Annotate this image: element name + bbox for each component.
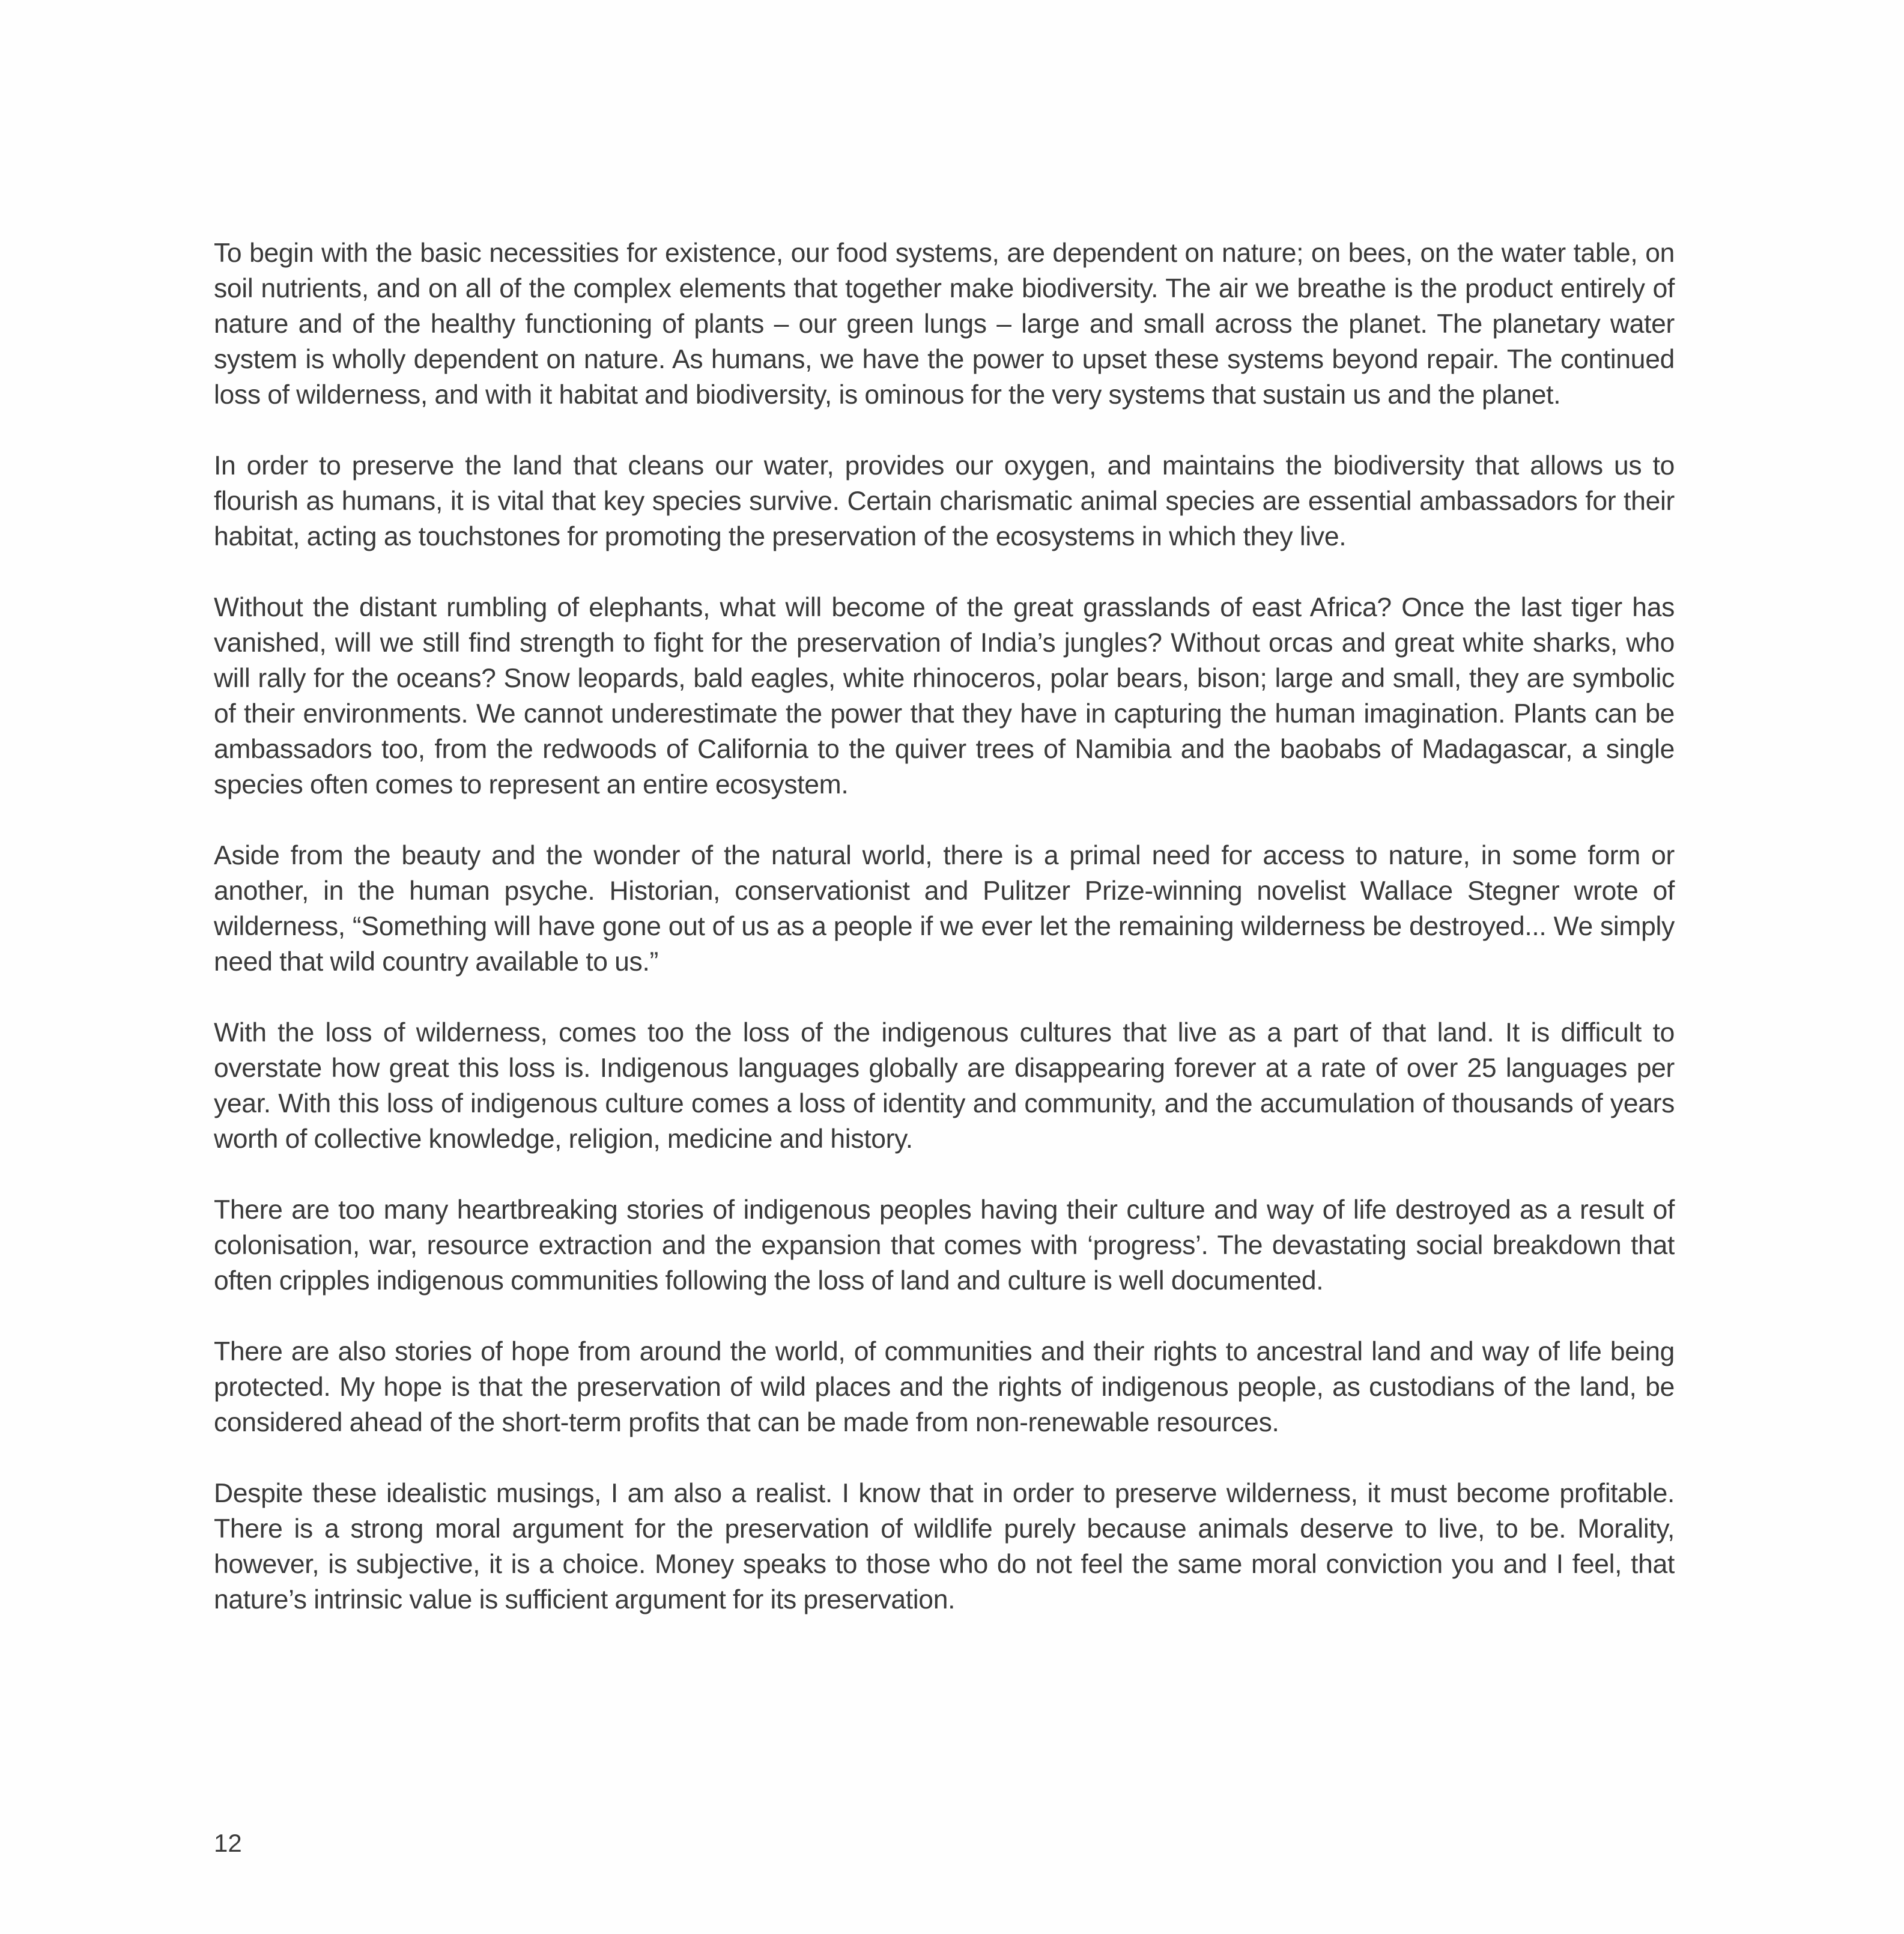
paragraph-indigenous-cultures: With the loss of wilderness, comes too the loss of the indigenous cultures that live as a part of that land. It is difficult to overstate how great this loss is. Indigenous languages globally are disappearing forever at a rate of over 25 languages per year. With this loss of indigenous culture comes a loss of identity and community, and the accumulation of thousands of years worth of collective knowledge, religion, medicine and history.: [214, 1018, 1675, 1154]
paragraph-primal-need: Aside from the beauty and the wonder of the natural world, there is a primal need for access to nature, in some form or another, in the human psyche. Historian, conservationist and Pulitzer Prize-winning novelist Wallace Stegner wrote of wilderness, “Something will have gone out of us as a people if we ever let the remaining wilderness be destroyed... We simply need that wild country available to us.”: [214, 841, 1675, 977]
paragraph-heartbreaking-stories: There are too many heartbreaking stories of indigenous peoples having their culture and way of life destroyed as a result of colonisation, war, resource extraction and the expansion that comes with ‘progress’. The devastating social breakdown that often cripples indigenous communities following the loss of land and culture is well documented.: [214, 1195, 1675, 1296]
page-number: 12: [214, 1829, 242, 1857]
paragraph-stories-of-hope: There are also stories of hope from around the world, of communities and their rights to ancestral land and way of life being protected. My hope is that the preservation of wild places and the rights of indigenous people, as custodians of the land, be considered ahead of the short-term profits that can be made from non-renewable resources.: [214, 1337, 1675, 1437]
paragraph-key-species: In order to preserve the land that cleans our water, provides our oxygen, and maintains the biodiversity that allows us to flourish as humans, it is vital that key species survive. Certain charismatic animal species are essential ambassadors for their habitat, acting as touchstones for promoting the preservation of the ecosystems in which they live.: [214, 451, 1675, 551]
paragraph-ambassador-species: Without the distant rumbling of elephants, what will become of the great grasslands of east Africa? Once the last tiger has vanished, will we still find strength to fight for the preservation of India’s jungles? Without orcas and great white sharks, who will rally for the oceans? Snow leopards, bald eagles, white rhinoceros, polar bears, bison; large and small, they are symbolic of their environments. We cannot underestimate the power that they have in capturing the human imagination. Plants can be ambassadors too, from the redwoods of California to the quiver trees of Namibia and the baobabs of Madagascar, a single species often comes to represent an entire ecosystem.: [214, 593, 1675, 799]
paragraph-realist: Despite these idealistic musings, I am also a realist. I know that in order to preserve wilderness, it must become profitable. There is a strong moral argument for the preservation of wildlife purely because animals deserve to live, to be. Morality, however, is subjective, it is a choice. Money speaks to those who do not feel the same moral conviction you and I feel, that nature’s intrinsic value is sufficient argument for its preservation.: [214, 1479, 1675, 1614]
paragraph-food-systems: To begin with the basic necessities for existence, our food systems, are dependent on nature; on bees, on the water table, on soil nutrients, and on all of the complex elements that together make biodiversity. The air we breathe is the product entirely of nature and of the healthy functioning of plants – our green lungs – large and small across the planet. The planetary water system is wholly dependent on nature. As humans, we have the power to upset these systems beyond repair. The continued loss of wilderness, and with it habitat and biodiversity, is ominous for the very systems that sustain us and the planet.: [214, 238, 1675, 410]
body-text: [214, 235, 1675, 1653]
